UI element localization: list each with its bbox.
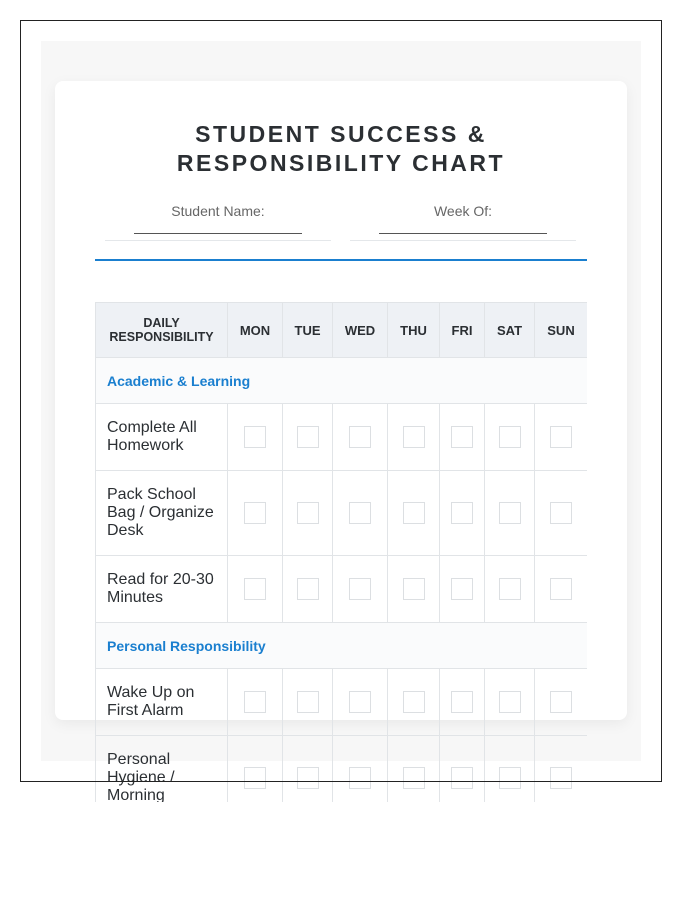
checkbox-mon[interactable]: [244, 691, 266, 713]
accent-divider: [95, 259, 587, 261]
task-label: Read for 20-30 Minutes: [96, 556, 228, 623]
task-row: [96, 556, 588, 623]
checkbox-sat[interactable]: [499, 578, 521, 600]
checkbox-wed[interactable]: [349, 426, 371, 448]
day-cell: [228, 404, 283, 471]
day-cell: [440, 471, 485, 556]
checkbox-tue[interactable]: [297, 426, 319, 448]
day-cell: [535, 471, 588, 556]
checkbox-fri[interactable]: [451, 767, 473, 789]
checkbox-sun[interactable]: [550, 691, 572, 713]
header-tue: TUE: [283, 303, 333, 358]
checkbox-mon[interactable]: [244, 502, 266, 524]
day-cell: [228, 736, 283, 803]
checkbox-tue[interactable]: [297, 578, 319, 600]
day-cell: [283, 556, 333, 623]
day-cell: [228, 669, 283, 736]
week-of-line[interactable]: [379, 233, 547, 234]
task-label: Pack School Bag / Organize Desk: [96, 471, 228, 556]
checkbox-fri[interactable]: [451, 691, 473, 713]
task-label: Wake Up on First Alarm: [96, 669, 228, 736]
day-cell: [485, 669, 535, 736]
student-name-line[interactable]: [134, 233, 302, 234]
checkbox-sat[interactable]: [499, 691, 521, 713]
day-cell: [283, 471, 333, 556]
task-row: [96, 471, 588, 556]
day-cell: [485, 736, 535, 803]
day-cell: [535, 404, 588, 471]
day-cell: [485, 556, 535, 623]
day-cell: [388, 736, 440, 803]
task-label: Personal Hygiene / Morning: [96, 736, 228, 803]
week-of-field[interactable]: [350, 200, 576, 241]
header-wed: WED: [333, 303, 388, 358]
day-cell: [388, 669, 440, 736]
header-row: [96, 303, 588, 358]
checkbox-thu[interactable]: [403, 691, 425, 713]
day-cell: [440, 556, 485, 623]
title-line-2: RESPONSIBILITY CHART: [176, 150, 506, 176]
task-row: [96, 404, 588, 471]
day-cell: [440, 736, 485, 803]
checkbox-wed[interactable]: [349, 691, 371, 713]
checkbox-mon[interactable]: [244, 426, 266, 448]
day-cell: [333, 669, 388, 736]
day-cell: [333, 471, 388, 556]
day-cell: [388, 471, 440, 556]
day-cell: [228, 556, 283, 623]
week-of-label: Week Of:: [433, 203, 493, 219]
info-fields: [105, 200, 577, 240]
day-cell: [333, 556, 388, 623]
day-cell: [440, 669, 485, 736]
header-daily-responsibility: DAILY RESPONSIBILITY: [96, 303, 228, 358]
section-row: [96, 358, 588, 404]
header-fri: FRI: [440, 303, 485, 358]
checkbox-wed[interactable]: [349, 767, 371, 789]
responsibility-table-wrap: [95, 302, 587, 802]
checkbox-thu[interactable]: [403, 767, 425, 789]
day-cell: [283, 404, 333, 471]
header-thu: THU: [388, 303, 440, 358]
checkbox-fri[interactable]: [451, 426, 473, 448]
day-cell: [485, 404, 535, 471]
title-line-1: STUDENT SUCCESS &: [195, 121, 487, 147]
checkbox-sun[interactable]: [550, 767, 572, 789]
checkbox-thu[interactable]: [403, 426, 425, 448]
day-cell: [333, 404, 388, 471]
day-cell: [440, 404, 485, 471]
day-cell: [485, 471, 535, 556]
checkbox-thu[interactable]: [403, 578, 425, 600]
day-cell: [535, 736, 588, 803]
student-name-label: Student Name:: [171, 203, 265, 219]
day-cell: [333, 736, 388, 803]
task-row: [96, 736, 588, 803]
day-cell: [283, 669, 333, 736]
checkbox-sun[interactable]: [550, 426, 572, 448]
checkbox-sun[interactable]: [550, 502, 572, 524]
header-sun: SUN: [535, 303, 588, 358]
task-label: Complete All Homework: [96, 404, 228, 471]
checkbox-mon[interactable]: [244, 767, 266, 789]
section-heading: Personal Responsibility: [96, 623, 588, 669]
responsibility-table: [95, 302, 587, 802]
checkbox-sun[interactable]: [550, 578, 572, 600]
day-cell: [228, 471, 283, 556]
checkbox-thu[interactable]: [403, 502, 425, 524]
checkbox-tue[interactable]: [297, 691, 319, 713]
day-cell: [535, 669, 588, 736]
task-row: [96, 669, 588, 736]
page-title: [55, 120, 627, 178]
checkbox-sat[interactable]: [499, 767, 521, 789]
day-cell: [388, 556, 440, 623]
checkbox-sat[interactable]: [499, 502, 521, 524]
checkbox-fri[interactable]: [451, 578, 473, 600]
checkbox-tue[interactable]: [297, 502, 319, 524]
header-mon: MON: [228, 303, 283, 358]
checkbox-tue[interactable]: [297, 767, 319, 789]
header-sat: SAT: [485, 303, 535, 358]
day-cell: [283, 736, 333, 803]
day-cell: [388, 404, 440, 471]
section-heading: Academic & Learning: [96, 358, 588, 404]
checkbox-fri[interactable]: [451, 502, 473, 524]
checkbox-sat[interactable]: [499, 426, 521, 448]
checkbox-wed[interactable]: [349, 502, 371, 524]
checkbox-wed[interactable]: [349, 578, 371, 600]
student-name-field[interactable]: [105, 200, 331, 241]
day-cell: [535, 556, 588, 623]
checkbox-mon[interactable]: [244, 578, 266, 600]
section-row: [96, 623, 588, 669]
